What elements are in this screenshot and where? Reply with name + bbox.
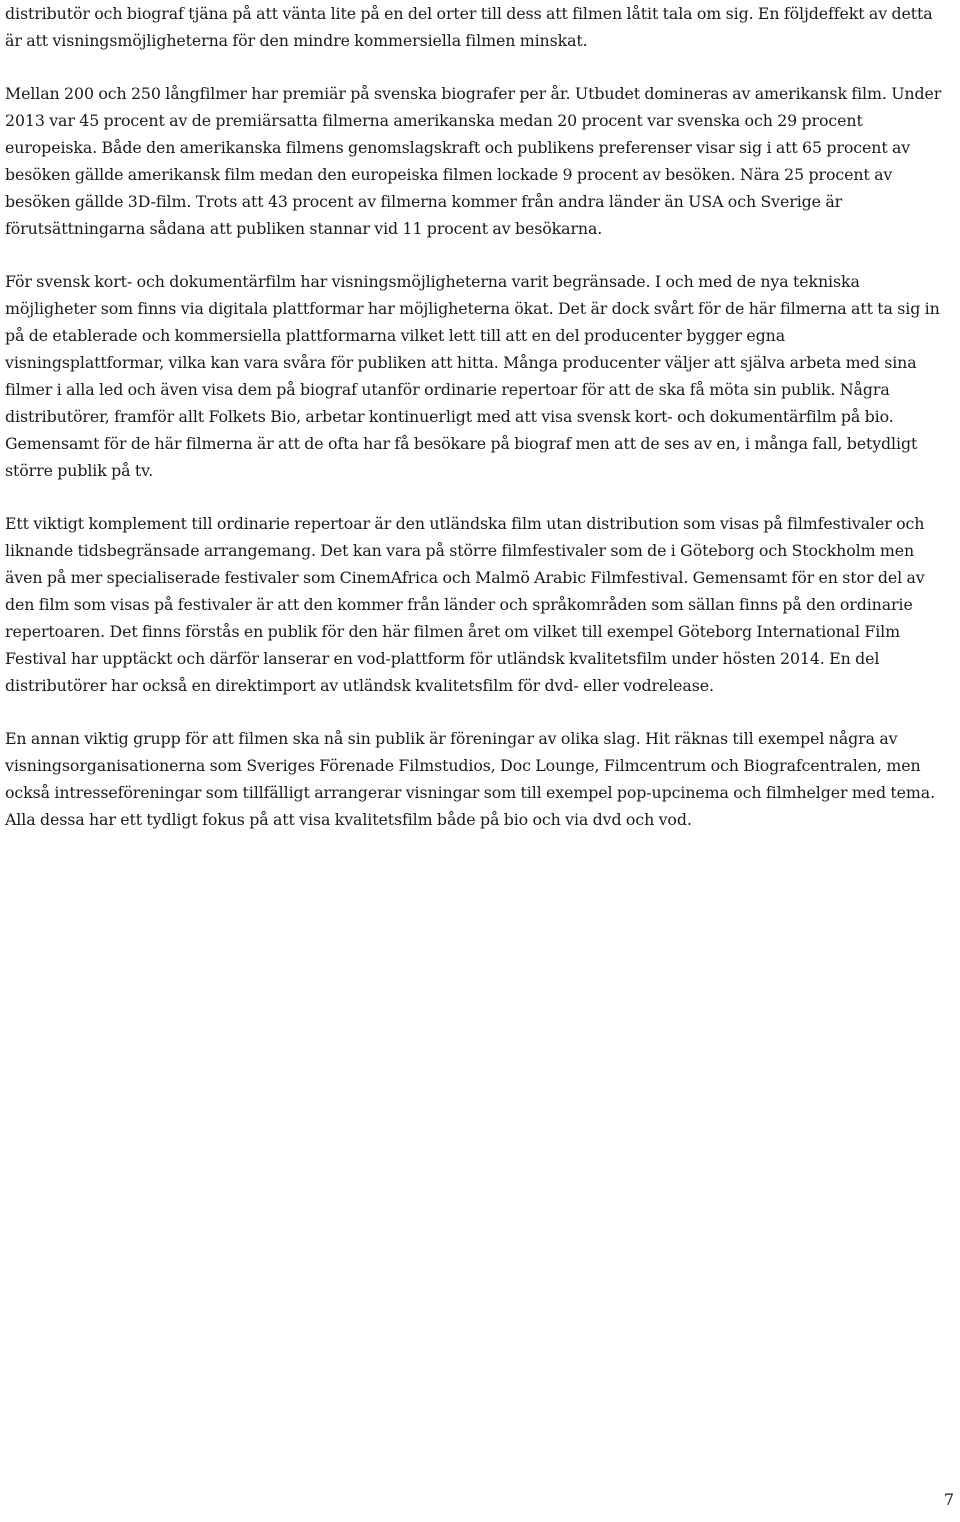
paragraph-5: En annan viktig grupp för att filmen ska nå sin publik är föreningar av olika slag. Hit räknas till exempel några av visningsorganisationerna som Sveriges Förenade Filmstudios, Doc Lounge, Filmcentrum och Biografcentralen, men också intresseföreningar som tillfälligt arrangerar visningar som till exempel pop-upcinema och filmhelger med tema. Alla dessa har ett tydligt fokus på att visa kvalitetsfilm både på bio och via dvd och vod. — [5, 729, 936, 829]
page-number: 7 — [943, 1490, 954, 1509]
paragraph-3: För svensk kort- och dokumentärfilm har visningsmöjligheterna varit begränsade. I och med de nya tekniska möjligheter som finns via digitala plattformar har möjligheterna ökat. Det är dock svårt för de här filmerna att ta sig in på de etablerade och kommersiella plattformarna vilket lett till att en del producenter bygger egna visningsplattformar, vilka kan vara svåra för publiken att hitta. Många producenter väljer att själva arbeta med sina filmer i alla led och även visa dem på biograf utanför ordinarie repertoar för att de ska få möta sin publik. Några distributörer, framför allt Folkets Bio, arbetar kontinuerligt med att visa svensk kort- och dokumentärfilm på bio. Gemensamt för de här filmerna är att de ofta har få besökare på biograf men att de ses av en, i många fall, betydligt större publik på tv. — [5, 272, 940, 480]
paragraph-2: Mellan 200 och 250 långfilmer har premiär på svenska biografer per år. Utbudet domineras av amerikansk film. Under 2013 var 45 procent av de premiärsatta filmerna amerikanska medan 20 procent var svenska och 29 procent europeiska. Både den amerikanska filmens genomslagskraft och publikens preferenser visar sig i att 65 procent av besöken gällde amerikansk film medan den europeiska filmen lockade 9 procent av besöken. Nära 25 procent av besöken gällde 3D-film. Trots att 43 procent av filmerna kommer från andra länder än USA och Sverige är förutsättningarna sådana att publiken stannar vid 11 procent av besökarna. — [5, 84, 942, 238]
paragraph-1: distributör och biograf tjäna på att vänta lite på en del orter till dess att filmen låtit tala om sig. En följdeffekt av detta är att visningsmöjligheterna för den mindre kommersiella filmen minskat. — [5, 4, 933, 50]
document-page — [5, 0, 945, 859]
paragraph-4: Ett viktigt komplement till ordinarie repertoar är den utländska film utan distribution som visas på filmfestivaler och liknande tidsbegränsade arrangemang. Det kan vara på större filmfestivaler som de i Göteborg och Stockholm men även på mer specialiserade festivaler som CinemAfrica och Malmö Arabic Filmfestival. Gemensamt för en stor del av den film som visas på festivaler är att den kommer från länder och språkområden som sällan finns på den ordinarie repertoaren. Det finns förstås en publik för den här filmen året om vilket till exempel Göteborg International Film Festival har upptäckt och därför lanserar en vod-plattform för utländsk kvalitetsfilm under hösten 2014. En del distributörer har också en direktimport av utländsk kvalitetsfilm för dvd- eller vodrelease. — [5, 514, 925, 695]
